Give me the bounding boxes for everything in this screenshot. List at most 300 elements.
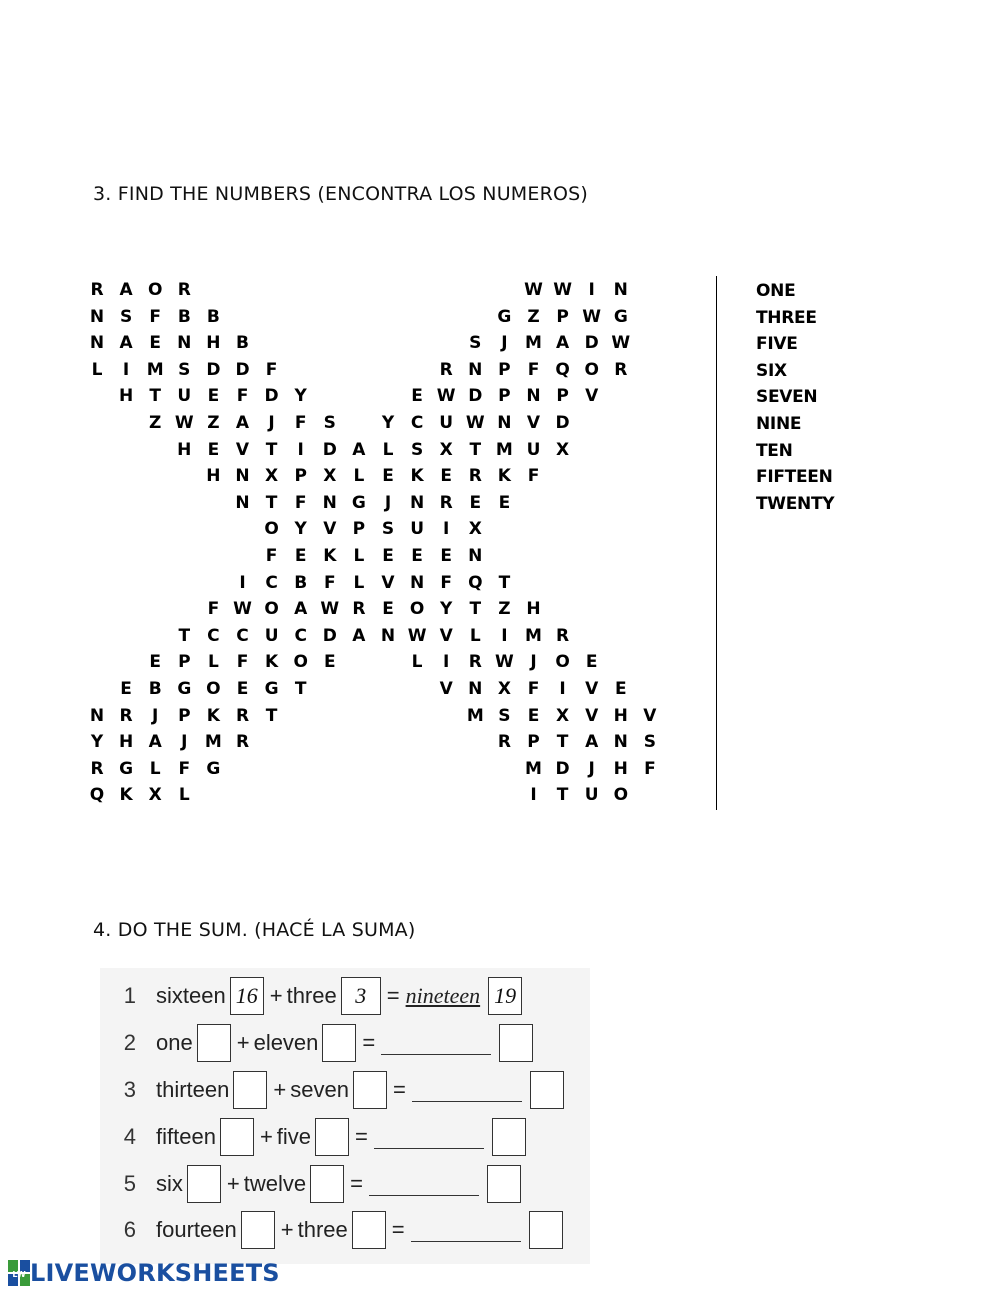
- grid-letter[interactable]: K: [265, 652, 279, 673]
- grid-letter[interactable]: V: [526, 413, 541, 433]
- grid-letter[interactable]: T: [498, 572, 511, 593]
- grid-letter[interactable]: F: [294, 413, 307, 433]
- addend-word: six: [156, 1171, 183, 1196]
- sum-word-line[interactable]: [381, 1032, 491, 1055]
- addend-word: fifteen: [156, 1124, 216, 1149]
- grid-letter[interactable]: O: [613, 785, 629, 806]
- grid-letter[interactable]: J: [501, 333, 508, 354]
- grid-letter[interactable]: U: [410, 519, 424, 540]
- grid-letter[interactable]: I: [122, 359, 130, 380]
- grid-letter[interactable]: E: [411, 546, 423, 566]
- grid-letter[interactable]: F: [265, 546, 278, 566]
- grid-letter[interactable]: F: [323, 572, 336, 593]
- grid-letter[interactable]: H: [177, 439, 192, 460]
- grid-letter[interactable]: X: [468, 519, 482, 540]
- grid-letter[interactable]: M: [466, 705, 484, 726]
- grid-letter[interactable]: O: [555, 652, 570, 673]
- grid-letter[interactable]: F: [236, 386, 249, 407]
- grid-letter[interactable]: P: [556, 306, 569, 327]
- grid-letter[interactable]: N: [613, 280, 628, 300]
- grid-letter[interactable]: W: [233, 599, 252, 620]
- grid-letter[interactable]: Y: [90, 732, 104, 753]
- grid-letter[interactable]: T: [265, 439, 278, 460]
- liveworksheets-logo-text: LIVEWORKSHEETS: [30, 1259, 280, 1287]
- word-search-grid: [0, 0, 720, 820]
- sum-answer-box[interactable]: [529, 1211, 563, 1249]
- grid-letter[interactable]: N: [89, 306, 105, 327]
- grid-letter[interactable]: H: [118, 732, 134, 753]
- section4-title: 4. DO THE SUM. (HACÉ LA SUMA): [93, 919, 416, 941]
- grid-letter[interactable]: J: [588, 758, 595, 779]
- grid-letter[interactable]: X: [439, 439, 453, 460]
- grid-letter[interactable]: N: [526, 386, 541, 407]
- word-list-item: SIX: [756, 360, 787, 381]
- grid-letter[interactable]: I: [559, 679, 566, 699]
- grid-letter[interactable]: F: [236, 652, 249, 673]
- grid-letter[interactable]: O: [206, 679, 221, 699]
- word-search-divider: [716, 276, 717, 810]
- grid-letter[interactable]: D: [322, 625, 337, 646]
- grid-letter[interactable]: J: [530, 652, 537, 673]
- grid-letter[interactable]: L: [382, 439, 394, 460]
- addend-answer-box[interactable]: 3: [341, 977, 381, 1015]
- addend-word: twelve: [243, 1171, 307, 1196]
- grid-letter[interactable]: R: [119, 705, 133, 726]
- grid-letter[interactable]: V: [585, 705, 599, 726]
- word-list-item: ONE: [756, 281, 796, 301]
- grid-letter[interactable]: B: [236, 333, 249, 354]
- grid-letter[interactable]: B: [177, 306, 191, 327]
- grid-letter[interactable]: G: [119, 758, 134, 779]
- grid-letter[interactable]: E: [498, 492, 511, 513]
- grid-letter[interactable]: R: [352, 599, 366, 620]
- grid-letter[interactable]: F: [207, 599, 220, 620]
- grid-letter[interactable]: P: [498, 359, 511, 380]
- grid-letter[interactable]: L: [149, 758, 161, 779]
- grid-letter[interactable]: C: [265, 572, 278, 593]
- grid-letter[interactable]: L: [353, 546, 365, 566]
- grid-letter[interactable]: A: [119, 280, 133, 300]
- grid-letter[interactable]: N: [468, 546, 483, 566]
- grid-letter[interactable]: V: [323, 519, 337, 540]
- addend-answer-box[interactable]: [353, 1071, 387, 1109]
- sum-answer-box[interactable]: 19: [488, 977, 522, 1015]
- grid-letter[interactable]: N: [380, 625, 396, 646]
- addend-answer-box[interactable]: [322, 1024, 356, 1062]
- grid-letter[interactable]: R: [90, 758, 104, 779]
- addend-word: three: [286, 983, 337, 1008]
- grid-letter[interactable]: A: [235, 413, 250, 433]
- grid-letter[interactable]: E: [382, 466, 394, 487]
- grid-letter[interactable]: V: [381, 572, 395, 593]
- grid-letter[interactable]: H: [613, 705, 628, 726]
- sum-row: [110, 1162, 525, 1206]
- equals-sign: =: [350, 1171, 363, 1196]
- grid-letter[interactable]: P: [352, 519, 366, 540]
- grid-letter[interactable]: A: [585, 732, 599, 753]
- grid-letter[interactable]: R: [177, 280, 191, 300]
- grid-letter[interactable]: A: [119, 333, 133, 354]
- grid-letter[interactable]: U: [526, 439, 541, 460]
- equals-sign: =: [386, 983, 400, 1008]
- grid-letter[interactable]: F: [265, 359, 278, 380]
- grid-letter[interactable]: E: [236, 679, 249, 699]
- grid-letter[interactable]: M: [204, 732, 222, 753]
- grid-letter[interactable]: D: [235, 359, 250, 380]
- grid-letter[interactable]: B: [148, 679, 162, 699]
- sum-answer-box[interactable]: [499, 1024, 533, 1062]
- grid-letter[interactable]: S: [178, 359, 191, 380]
- grid-letter[interactable]: Y: [440, 599, 453, 620]
- grid-letter[interactable]: F: [440, 572, 452, 593]
- grid-letter[interactable]: L: [469, 625, 481, 646]
- addend-word: sixteen: [156, 983, 226, 1008]
- grid-letter[interactable]: T: [556, 732, 569, 753]
- grid-letter[interactable]: T: [265, 705, 278, 726]
- grid-letter[interactable]: L: [207, 652, 219, 673]
- sum-word-line[interactable]: [411, 1219, 521, 1242]
- grid-letter[interactable]: K: [410, 466, 424, 487]
- sum-word-line[interactable]: [412, 1079, 522, 1102]
- addend-answer-box[interactable]: [241, 1211, 275, 1249]
- grid-letter[interactable]: H: [526, 599, 541, 620]
- sum-answer-box[interactable]: [487, 1165, 521, 1203]
- grid-letter[interactable]: D: [468, 386, 483, 407]
- grid-letter[interactable]: E: [149, 333, 161, 354]
- addend-answer-box[interactable]: [315, 1118, 349, 1156]
- grid-letter[interactable]: F: [527, 679, 540, 699]
- grid-letter[interactable]: E: [440, 546, 452, 566]
- grid-letter[interactable]: A: [294, 599, 308, 620]
- grid-letter[interactable]: J: [268, 413, 275, 433]
- grid-letter[interactable]: E: [207, 386, 220, 407]
- word-list-item: TWENTY: [756, 493, 835, 514]
- word-list-item: NINE: [756, 413, 802, 434]
- grid-letter[interactable]: L: [353, 572, 365, 593]
- grid-letter[interactable]: I: [239, 572, 246, 593]
- grid-letter[interactable]: F: [178, 758, 191, 779]
- grid-letter[interactable]: Z: [498, 599, 511, 620]
- grid-letter[interactable]: R: [468, 466, 482, 487]
- grid-letter[interactable]: P: [294, 466, 307, 487]
- grid-letter[interactable]: E: [614, 679, 627, 699]
- grid-letter[interactable]: S: [643, 732, 657, 753]
- grid-letter[interactable]: U: [439, 413, 454, 433]
- sum-row: [110, 1115, 530, 1159]
- grid-letter[interactable]: I: [501, 625, 508, 646]
- grid-letter[interactable]: T: [469, 599, 482, 620]
- sum-row: [110, 1208, 567, 1252]
- addend-answer-box[interactable]: [187, 1165, 221, 1203]
- grid-letter[interactable]: B: [294, 572, 308, 593]
- grid-letter[interactable]: E: [294, 546, 307, 566]
- grid-letter[interactable]: P: [178, 705, 191, 726]
- grid-letter[interactable]: W: [174, 413, 194, 433]
- grid-letter[interactable]: W: [582, 306, 602, 327]
- grid-letter[interactable]: E: [440, 466, 452, 487]
- plus-sign: +: [269, 983, 283, 1008]
- addend-answer-box[interactable]: [197, 1024, 231, 1062]
- grid-letter[interactable]: R: [614, 359, 628, 380]
- grid-letter[interactable]: G: [264, 679, 279, 699]
- grid-letter[interactable]: P: [178, 652, 191, 673]
- grid-letter[interactable]: N: [497, 413, 512, 433]
- grid-letter[interactable]: N: [235, 492, 250, 513]
- grid-letter[interactable]: A: [148, 732, 162, 753]
- addend-word: thirteen: [156, 1077, 230, 1102]
- grid-letter[interactable]: H: [206, 333, 221, 354]
- grid-letter[interactable]: S: [119, 306, 133, 327]
- sum-word-line[interactable]: [374, 1126, 484, 1149]
- grid-letter[interactable]: C: [410, 413, 424, 433]
- grid-letter[interactable]: H: [206, 466, 221, 487]
- grid-letter[interactable]: X: [556, 705, 570, 726]
- grid-letter[interactable]: W: [465, 413, 485, 433]
- section3-title: 3. FIND THE NUMBERS (ENCONTRA LOS NUMEROS): [93, 183, 589, 205]
- grid-letter[interactable]: D: [322, 439, 337, 460]
- grid-letter[interactable]: X: [323, 466, 337, 487]
- grid-letter[interactable]: R: [235, 705, 250, 726]
- row-number: 4: [123, 1124, 136, 1149]
- grid-letter[interactable]: P: [527, 732, 540, 753]
- grid-letter[interactable]: M: [525, 625, 542, 646]
- grid-letter[interactable]: M: [525, 758, 542, 779]
- sum-word-answer: nineteen: [405, 983, 481, 1008]
- grid-letter[interactable]: E: [585, 652, 598, 673]
- grid-letter[interactable]: X: [497, 679, 511, 699]
- grid-letter[interactable]: I: [530, 785, 537, 806]
- grid-letter[interactable]: G: [497, 306, 512, 327]
- grid-letter[interactable]: W: [407, 625, 427, 646]
- grid-letter[interactable]: R: [235, 732, 250, 753]
- grid-letter[interactable]: R: [556, 625, 570, 646]
- grid-letter[interactable]: N: [89, 333, 105, 354]
- row-number: 3: [123, 1077, 136, 1102]
- grid-letter[interactable]: I: [443, 519, 450, 540]
- equals-sign: =: [392, 1077, 406, 1102]
- grid-letter[interactable]: D: [206, 359, 221, 380]
- grid-letter[interactable]: R: [439, 492, 453, 513]
- grid-letter[interactable]: H: [613, 758, 628, 779]
- grid-letter[interactable]: N: [468, 359, 483, 380]
- grid-letter[interactable]: Q: [89, 785, 105, 806]
- grid-letter[interactable]: W: [436, 386, 456, 407]
- grid-letter[interactable]: E: [382, 546, 394, 566]
- grid-letter[interactable]: B: [206, 306, 220, 327]
- grid-letter[interactable]: R: [468, 652, 482, 673]
- grid-letter[interactable]: Z: [207, 413, 220, 433]
- grid-letter[interactable]: T: [556, 785, 569, 806]
- grid-letter[interactable]: N: [235, 466, 250, 487]
- grid-letter[interactable]: I: [297, 439, 304, 460]
- grid-letter[interactable]: J: [152, 705, 159, 726]
- grid-letter[interactable]: F: [527, 359, 540, 380]
- grid-letter[interactable]: N: [177, 333, 192, 354]
- grid-letter[interactable]: N: [468, 679, 483, 699]
- addend-word: five: [276, 1124, 312, 1149]
- grid-letter[interactable]: J: [384, 492, 392, 513]
- grid-letter[interactable]: N: [409, 492, 425, 513]
- sum-exercise: [100, 968, 590, 1264]
- grid-letter[interactable]: R: [439, 359, 453, 380]
- grid-letter[interactable]: S: [410, 439, 424, 460]
- sum-answer-box[interactable]: [492, 1118, 526, 1156]
- grid-letter[interactable]: A: [556, 333, 570, 354]
- grid-letter[interactable]: W: [524, 280, 543, 300]
- addend-word: fourteen: [156, 1217, 237, 1242]
- grid-letter[interactable]: F: [527, 466, 540, 487]
- grid-letter[interactable]: O: [264, 519, 279, 540]
- grid-letter[interactable]: V: [585, 386, 599, 407]
- grid-letter[interactable]: S: [498, 705, 511, 726]
- grid-letter[interactable]: N: [409, 572, 425, 593]
- equals-sign: =: [391, 1217, 405, 1242]
- grid-letter[interactable]: L: [411, 652, 423, 673]
- grid-letter[interactable]: N: [613, 732, 628, 753]
- word-list-item: THREE: [756, 307, 817, 328]
- plus-sign: +: [226, 1171, 240, 1196]
- grid-letter[interactable]: E: [469, 492, 482, 513]
- grid-letter[interactable]: E: [207, 439, 220, 460]
- grid-letter[interactable]: D: [555, 758, 570, 779]
- grid-letter[interactable]: O: [147, 280, 163, 300]
- grid-letter[interactable]: K: [497, 466, 511, 487]
- grid-letter[interactable]: T: [294, 679, 307, 699]
- grid-letter[interactable]: X: [148, 785, 162, 806]
- grid-letter[interactable]: A: [352, 439, 366, 460]
- grid-letter[interactable]: G: [351, 492, 366, 513]
- grid-letter[interactable]: F: [294, 492, 307, 513]
- grid-letter[interactable]: E: [382, 599, 394, 620]
- grid-letter[interactable]: X: [556, 439, 570, 460]
- grid-letter[interactable]: G: [177, 679, 192, 699]
- grid-letter[interactable]: S: [469, 333, 482, 354]
- grid-letter[interactable]: D: [555, 413, 570, 433]
- equals-sign: =: [355, 1124, 368, 1149]
- grid-letter[interactable]: Z: [149, 413, 162, 433]
- grid-letter[interactable]: C: [236, 625, 249, 646]
- sum-word-line[interactable]: [369, 1173, 479, 1196]
- grid-letter[interactable]: W: [320, 599, 340, 620]
- grid-letter[interactable]: Y: [294, 386, 307, 407]
- grid-letter[interactable]: V: [439, 679, 453, 699]
- grid-letter[interactable]: V: [235, 439, 250, 460]
- grid-letter[interactable]: E: [120, 679, 132, 699]
- grid-letter[interactable]: Q: [468, 572, 483, 593]
- plus-sign: +: [280, 1217, 294, 1242]
- word-list-item: TEN: [756, 440, 793, 461]
- grid-letter[interactable]: R: [90, 280, 104, 300]
- grid-letter[interactable]: T: [469, 439, 482, 460]
- grid-letter[interactable]: D: [584, 333, 599, 354]
- grid-letter[interactable]: D: [264, 386, 279, 407]
- grid-letter[interactable]: W: [611, 333, 631, 354]
- grid-letter[interactable]: V: [439, 625, 453, 646]
- grid-letter[interactable]: I: [443, 652, 450, 673]
- grid-letter[interactable]: T: [149, 386, 161, 407]
- grid-letter[interactable]: R: [497, 732, 511, 753]
- grid-letter[interactable]: X: [265, 466, 279, 487]
- sum-answer-box[interactable]: [530, 1071, 564, 1109]
- addend-answer-box[interactable]: [233, 1071, 267, 1109]
- grid-letter[interactable]: Z: [527, 306, 540, 327]
- addend-answer-box[interactable]: [220, 1118, 254, 1156]
- grid-letter[interactable]: T: [265, 492, 278, 513]
- grid-letter[interactable]: T: [178, 625, 191, 646]
- grid-letter[interactable]: U: [177, 386, 192, 407]
- grid-letter[interactable]: C: [207, 625, 220, 646]
- word-list-item: SEVEN: [756, 387, 818, 408]
- addend-answer-box[interactable]: [310, 1165, 344, 1203]
- grid-letter[interactable]: Y: [294, 519, 307, 540]
- row-number: 5: [123, 1171, 136, 1196]
- grid-letter[interactable]: F: [644, 758, 656, 779]
- grid-letter[interactable]: L: [353, 466, 365, 487]
- addend-word: eleven: [253, 1030, 319, 1055]
- grid-letter[interactable]: O: [293, 652, 308, 673]
- equals-sign: =: [362, 1030, 376, 1055]
- grid-letter[interactable]: V: [643, 705, 657, 726]
- grid-letter[interactable]: H: [118, 386, 134, 407]
- grid-letter[interactable]: M: [525, 333, 542, 354]
- grid-letter[interactable]: O: [409, 599, 425, 620]
- svg-text:LW: LW: [12, 1270, 26, 1279]
- grid-letter[interactable]: S: [381, 519, 395, 540]
- grid-letter[interactable]: O: [264, 599, 279, 620]
- grid-letter[interactable]: P: [556, 386, 569, 407]
- liveworksheets-logo[interactable]: [8, 1256, 280, 1290]
- grid-letter[interactable]: M: [146, 359, 164, 380]
- grid-letter[interactable]: W: [553, 280, 572, 300]
- row-number: 6: [123, 1217, 136, 1242]
- grid-letter[interactable]: C: [294, 625, 307, 646]
- grid-letter[interactable]: I: [588, 280, 595, 300]
- grid-letter[interactable]: F: [149, 306, 161, 327]
- grid-letter[interactable]: N: [322, 492, 337, 513]
- grid-letter[interactable]: J: [181, 732, 188, 753]
- grid-letter[interactable]: O: [584, 359, 599, 380]
- grid-letter[interactable]: M: [495, 439, 513, 460]
- grid-letter[interactable]: V: [585, 679, 599, 699]
- grid-letter[interactable]: G: [206, 758, 221, 779]
- row-number: 2: [123, 1030, 136, 1055]
- sum-row: [110, 974, 526, 1018]
- grid-letter[interactable]: U: [264, 625, 279, 646]
- grid-letter[interactable]: Q: [555, 359, 570, 380]
- plus-sign: +: [273, 1077, 287, 1102]
- addend-answer-box[interactable]: 16: [230, 977, 264, 1015]
- grid-letter[interactable]: Y: [381, 413, 395, 433]
- addend-answer-box[interactable]: [352, 1211, 386, 1249]
- addend-word: three: [297, 1217, 348, 1242]
- grid-letter[interactable]: S: [323, 413, 336, 433]
- grid-letter[interactable]: P: [498, 386, 511, 407]
- grid-letter[interactable]: E: [411, 386, 423, 407]
- grid-letter[interactable]: A: [352, 625, 366, 646]
- grid-letter[interactable]: W: [495, 652, 514, 673]
- grid-letter[interactable]: L: [91, 359, 103, 380]
- grid-letter[interactable]: K: [323, 546, 337, 566]
- grid-letter[interactable]: N: [89, 705, 105, 726]
- grid-letter[interactable]: E: [323, 652, 336, 673]
- grid-letter[interactable]: U: [584, 785, 599, 806]
- grid-letter[interactable]: G: [613, 306, 628, 327]
- grid-letter[interactable]: K: [119, 785, 133, 806]
- grid-letter[interactable]: L: [178, 785, 190, 806]
- grid-letter[interactable]: E: [527, 705, 540, 726]
- grid-letter[interactable]: E: [149, 652, 161, 673]
- grid-letter[interactable]: K: [206, 705, 220, 726]
